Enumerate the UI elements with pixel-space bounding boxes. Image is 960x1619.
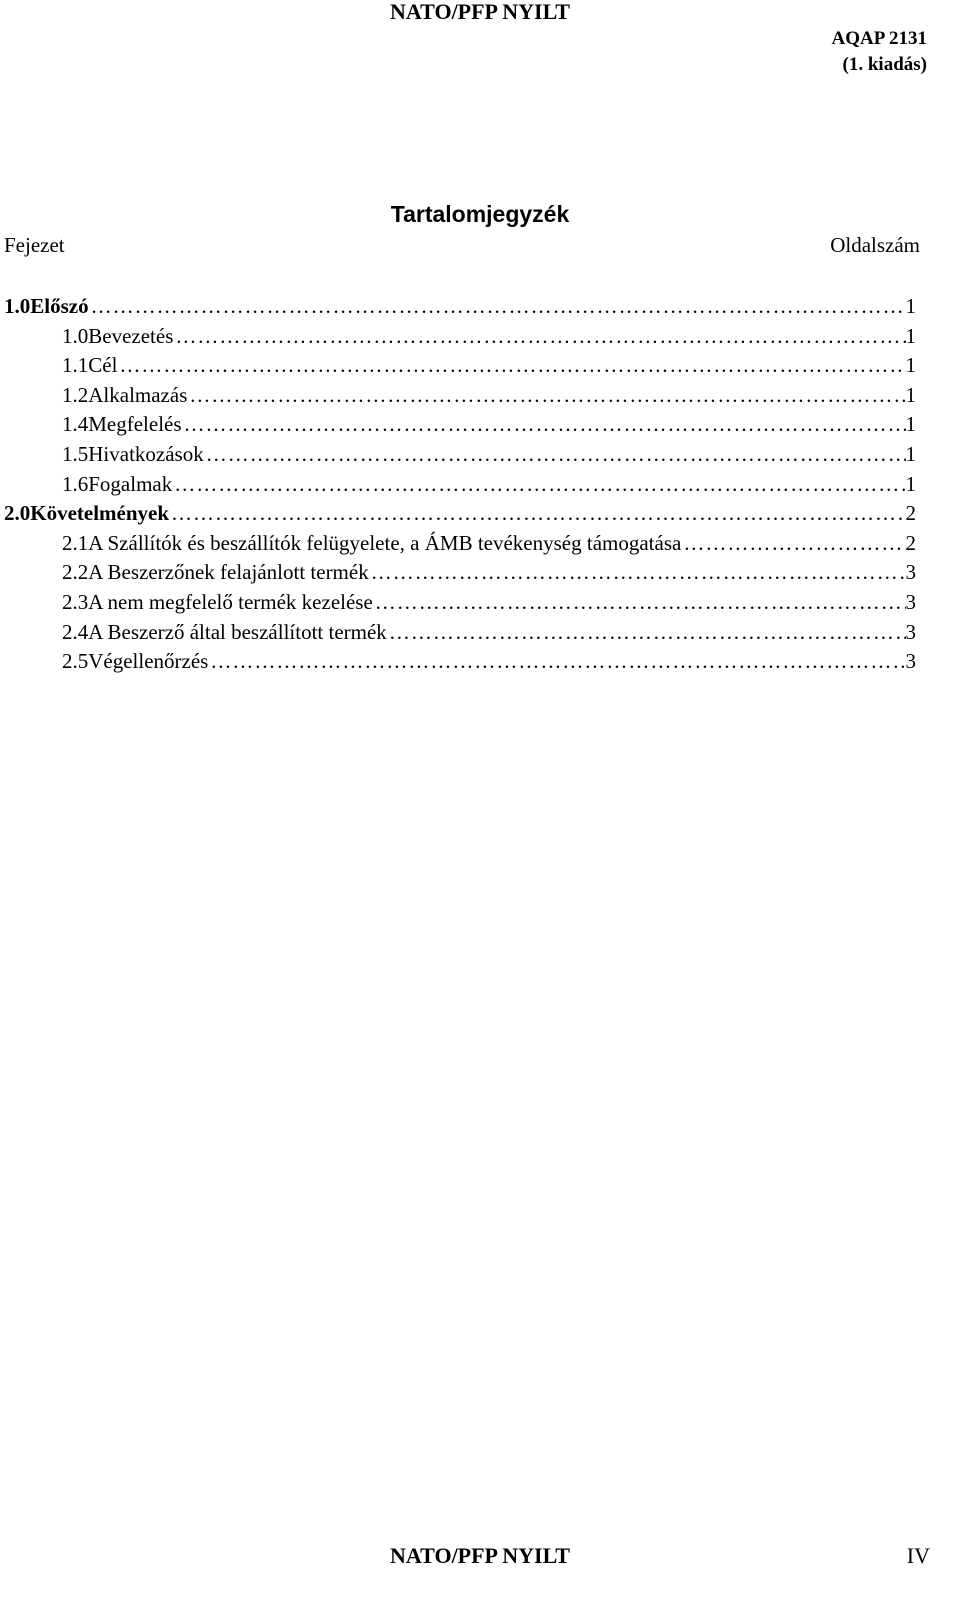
toc-entry[interactable] [4, 529, 916, 559]
toc-entry-title: Alkalmazás [88, 382, 188, 407]
toc-entry-number: 1.5 [62, 441, 89, 466]
toc-entry-title: A Beszerzőnek felajánlott termék [88, 560, 369, 585]
toc-entry-title: A Beszerző által beszállított termék [88, 619, 387, 644]
toc-leader-dots [173, 322, 905, 351]
page-number: IV [906, 1543, 930, 1568]
toc-entry[interactable] [4, 440, 916, 470]
toc-entry-title: Végellenőrzés [88, 649, 209, 674]
toc-title: Tartalomjegyzék [390, 201, 570, 227]
toc-entry[interactable] [4, 588, 916, 618]
toc-entry-page: 3 [905, 560, 916, 585]
toc-entry[interactable] [4, 470, 916, 500]
toc-entry-title: Hivatkozások [88, 441, 204, 466]
toc-entry-number: 2.2 [62, 560, 89, 585]
toc-column-page: Oldalszám [830, 233, 920, 257]
toc-entry-number: 2.4 [62, 619, 89, 644]
toc-entry[interactable] [4, 322, 916, 352]
toc-entry[interactable] [4, 499, 916, 529]
header-classification: NATO/PFP NYILT [390, 0, 570, 24]
toc-leader-dots [187, 381, 905, 410]
toc-entry-page: 2 [905, 501, 916, 526]
document-edition: (1. kiadás) [842, 54, 927, 75]
toc-entry-page: 2 [905, 530, 916, 555]
toc-entry[interactable] [4, 292, 916, 322]
toc-entry-page: 1 [905, 294, 916, 318]
toc-entry-number: 1.1 [62, 353, 89, 378]
toc-entry-page: 1 [905, 323, 916, 348]
toc-entry-number: 2.1 [62, 530, 89, 555]
footer-classification: NATO/PFP NYILT [390, 1543, 570, 1568]
toc-entry-number: 1.0 [4, 294, 31, 318]
toc-leader-dots [172, 470, 905, 499]
toc-entry-page: 1 [905, 441, 916, 466]
toc-leader-dots [387, 618, 906, 647]
toc-leader-dots [117, 351, 905, 380]
toc-entry-page: 3 [905, 649, 916, 674]
toc-entry-number: 1.6 [62, 471, 89, 496]
toc-entry-number: 1.4 [62, 412, 89, 437]
toc-leader-dots [169, 499, 905, 528]
toc-entry[interactable] [4, 558, 916, 588]
toc-entry-page: 1 [905, 353, 916, 378]
toc-entry[interactable] [4, 351, 916, 381]
toc-entry-title: Fogalmak [88, 471, 173, 496]
toc-entry-title: Cél [88, 353, 118, 378]
toc-leader-dots [182, 410, 906, 439]
toc-entry-number: 1.2 [62, 382, 89, 407]
toc-entry-page: 1 [905, 471, 916, 496]
toc-list [4, 292, 916, 677]
document-id-block [831, 26, 927, 78]
toc-entry-title: A Szállítók és beszállítók felügyelete, a ÁMB tevékenység támogatása [88, 530, 682, 555]
toc-entry-number: 1.0 [62, 323, 89, 348]
toc-entry[interactable] [4, 381, 916, 411]
toc-entry[interactable] [4, 618, 916, 648]
toc-entry[interactable] [4, 647, 916, 677]
toc-entry-number: 2.3 [62, 589, 89, 614]
toc-leader-dots [204, 440, 906, 469]
toc-entry-number: 2.5 [62, 649, 89, 674]
toc-entry-title: Előszó [30, 294, 89, 318]
toc-entry-page: 1 [905, 412, 916, 437]
toc-entry-page: 3 [905, 619, 916, 644]
toc-entry-page: 1 [905, 382, 916, 407]
toc-leader-dots [208, 647, 905, 676]
toc-entry-page: 3 [905, 589, 916, 614]
toc-entry-number: 2.0 [4, 501, 31, 526]
toc-leader-dots [89, 292, 906, 321]
toc-entry-title: Megfelelés [88, 412, 182, 437]
toc-leader-dots [369, 558, 906, 587]
toc-entry-title: Követelmények [30, 501, 170, 526]
document-id: AQAP 2131 [831, 28, 927, 49]
toc-leader-dots [373, 588, 906, 617]
toc-entry[interactable] [4, 410, 916, 440]
toc-leader-dots [681, 529, 905, 558]
toc-column-chapter: Fejezet [4, 233, 65, 257]
toc-entry-title: Bevezetés [88, 323, 174, 348]
toc-entry-title: A nem megfelelő termék kezelése [88, 589, 373, 614]
